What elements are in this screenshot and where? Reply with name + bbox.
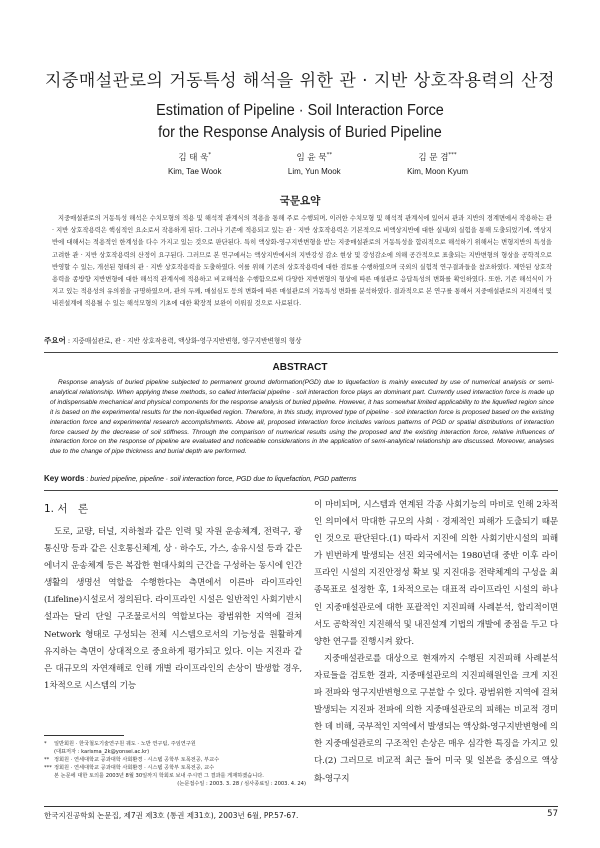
- english-title: [21, 100, 579, 144]
- right-column: [314, 497, 558, 788]
- footnote: [44, 757, 306, 765]
- section-heading: 1. 서 론: [44, 503, 89, 515]
- english-abstract-heading: ABSTRACT: [272, 362, 328, 373]
- footnote-dates: (논문접수일 : 2003. 3. 28 / 심사종료일 : 2003. 4. 24): [177, 780, 306, 787]
- korean-keywords: [44, 335, 564, 346]
- korean-abstract-heading: 국문요약: [279, 195, 321, 207]
- footnote: [44, 749, 306, 757]
- footnote-divider: [44, 735, 124, 736]
- english-title-line1: Estimation of Pipeline · Soil Interaction Force: [156, 102, 444, 119]
- footnote-mark: ***: [44, 764, 52, 771]
- footnote-mark: *: [44, 741, 47, 747]
- right-paragraph-2: 지중매설관로를 대상으로 현재까지 수행된 지진피해 사례분석 자료들을 검토한 결과, 지중매설관로의 지진피해원인을 크게 지진파 전파와 영구지반변형으로 구분할 수 있다. 광범위한 지역에 걸쳐 발생되는 지진파 전파에 의한 지중매설관로의 피해는 비교적 경미한 데 비해, 국부적인 지역에서 발생되는 액상화-영구지반변형에 의한 지중매설관로의 구조적인 손상은 매우 심각한 특징을 가지고 있다.(2) 그러므로 비교적 최근 들어 미국 및 일본을 중심으로 액상화-영구지: [314, 653, 558, 784]
- author-1: [168, 152, 222, 178]
- footnote-mark: [44, 773, 54, 781]
- korean-keywords-label: 주요어: [44, 336, 66, 345]
- page-number: 57: [547, 809, 558, 819]
- footnote-text: 정회원 · 연세대학교 공과대학 사회환경 · 시스템 공학부 토목전공, 교수: [54, 764, 215, 771]
- journal-citation: 한국지진공학회 논문집, 제7권 제3호 (통권 제31호), 2003년 6월, PP.57-67.: [44, 811, 299, 820]
- author-3: [407, 152, 468, 178]
- author-2: [288, 152, 341, 178]
- footnote-text: 일반회원 · 한국철도기술연구원 궤도 · 노반 연구팀, 주임연구원: [54, 741, 196, 747]
- footnote-text: 본 논문에 대한 토의를 2003년 8월 30일까지 학회로 보내 주시면 그 결과를 게재하겠습니다.: [54, 772, 264, 779]
- right-paragraph-1: 이 마비되며, 시스템과 연계된 각종 사회기능의 마비로 인해 2차적인 의미에서 막대한 규모의 사회 · 경제적인 피해가 도출되기 때문인 것으로 판단된다.(1) 따라서 지진에 의한 사회기반시설의 피해가 빈번하게 발생되는 선진 외국에서는 1980년대 중반 이후 라이프라인 시설의 지진안정성 확보 및 지진대응 전략체계의 구성을 최종목표로 설정한 후, 1차적으로는 대표적 라이프라인 시설의 하나인 지중매설관로에 대한 포괄적인 지진피해 사례분석, 합리적이면서도 공학적인 지진해석 및 내진설계 기법의 개발에 중점을 두고 다양한 연구를 진행시켜 왔다.: [314, 500, 558, 647]
- author-2-name-ko: 임 윤 묵: [296, 153, 327, 163]
- footnotes: [44, 741, 306, 788]
- footnote-text: 정회원 · 연세대학교 공과대학 사회환경 · 시스템 공학부 토목전공, 부교수: [54, 756, 220, 763]
- author-3-name-ko: 김 문 겸: [418, 153, 449, 163]
- footnote: [44, 765, 306, 773]
- english-keywords: [44, 474, 564, 483]
- author-2-name-en: Lim, Yun Mook: [287, 167, 341, 176]
- divider-bottom: [44, 490, 558, 491]
- author-1-name-ko: 김 태 욱: [178, 153, 209, 163]
- author-3-mark: ***: [448, 152, 457, 159]
- footnote-text: (대표저자 : karisma_2k@yonsei.ac.kr): [54, 748, 150, 755]
- footnote: [44, 773, 306, 781]
- left-body: [44, 524, 302, 695]
- korean-title: 지중매설관로의 거동특성 해석을 위한 관 · 지반 상호작용력의 산정: [44, 71, 556, 91]
- right-body: [314, 497, 558, 788]
- footer-divider: [44, 806, 558, 807]
- author-3-name-en: Kim, Moon Kyum: [407, 167, 468, 176]
- author-list: [168, 152, 468, 178]
- korean-keywords-text: : 지중매설관로, 관 · 지반 상호작용력, 액상화-영구지반변형, 영구지반변형의 형상: [67, 337, 302, 345]
- author-1-name-en: Kim, Tae Wook: [168, 167, 222, 176]
- left-column: [44, 497, 302, 695]
- left-paragraph: 도로, 교량, 터널, 지하철과 같은 인력 및 자원 운송체계, 전력구, 광통신망 등과 같은 신호통신체계, 상 · 하수도, 가스, 송유시설 등과 같은 에너지 운송체계 등은 복잡한 현대사회의 근간을 구성하는 동시에 인간생활의 생명선 역할을 수행한다는 측면에서 이른바 라이프라인(Lifeline)시설로서 정의된다. 라이프라인 시설은 일반적인 사회기반시설과는 달리 단일 구조물로서의 역할보다는 광범위한 지역에 걸쳐 Network 형태로 구성되는 전체 시스템으로서의 기능성을 원활하게 유지하는 측면이 상대적으로 중요하게 평가되고 있다. 이는 지진과 같은 대규모의 자연재해로 인해 개별 라이프라인의 손상이 발생할 경우, 1차적으로 시스템의 기능: [44, 527, 302, 691]
- korean-abstract: 지중매설관로의 거동특성 해석은 수치모형의 적용 및 해석적 관계식의 적용을 통해 주로 수행되며, 이러한 수치모형 및 해석적 관계식에 있어서 관과 지반의 경계면에서 작용하는 관 · 지반 상호작용력은 핵심적인 요소로서 작용하게 된다. 그러나 기존에 적용되고 있는 관 · 지반 상호작용력은 기본적으로 비액상지반에 대한 실내/외 실험을 통해 도출되었기에, 액상지반에 대해서는 적용적인 한계성을 다수 가지고 있는 것으로 판단된다. 특히 액상화-영구지반변형을 받는 지중매설관로의 거동특성을 합리적으로 해석하기 위해서는 변형지반의 특성을 고려한 관 · 지반 상호작용력의 산정이 요구된다. 그러므로 본 연구에서는 액상지반에서의 지반강성 감소 현상 및 강성감소에 의해 공간적으로 표출되는 지반변형의 형상을 공학적으로 반영할 수 있는, 개선된 형태의 관 · 지반 상호작용력을 도출하였다. 이를 위해 기존의 상호작용력에 대한 검토를 수행하였으며 국외의 실험적 연구결과들을 참조하였다. 제안된 상호작용력을 종방향 지반변형에 대한 해석적 관계식에 적용하고 비교해석을 수행함으로써 다양한 지반변형의 형상에 따른 매설관로 응답특성의 변화를 확인하였다. 또한, 기존 해석식이 가지고 있는 적용성의 유의점을 규명하였으며, 관의 두께, 매설심도 등의 변화에 따른 매설관로의 거동특성 변화를 분석하였다. 결과적으로 본 연구를 통해서 지중매설관로의 지진해석 및 내진설계에 적용될 수 있는 해석모형의 기초에 대한 확장적 보완이 이뤄질 것으로 사료된다.: [52, 215, 552, 308]
- english-title-line2: for the Response Analysis of Buried Pipeline: [158, 124, 442, 141]
- english-abstract: Response analysis of buried pipeline subjected to permanent ground deformation(PGD) due to liquefaction is mainly executed by use of numerical analysis or semi-analytical relationship. When applying these methods, so called interfacial pipeline · soil interaction force plays an dominant part. Currently used interaction force is made up of indispensable mechanical and physical components for the response analysis of buried pipeline. However, it has somewhat limited applicability to the liquefied region since it is based on the experimental results for the non-liquefied region. Therefore, in this study, improved type of pipeline · soil interaction force is proposed based on the existing interaction force and experimental research accomplishments. Above all, proposed interaction force includes various patterns of PGD or spatial distributions of interaction force caused by the decrease of soil stiffness. Through the comparison of numerical results using the proposed and the existing interaction force, relative influences of interaction force on the response of pipeline are evaluated and noticeable considerations in the application of semi-analytical relationship are discussed. Moreover, analyses due to the change of pipe thickness and burial depth are performed.: [50, 379, 554, 456]
- footnote: [44, 741, 306, 749]
- divider-top: [44, 352, 558, 353]
- english-keywords-label: Key words: [44, 474, 85, 483]
- author-2-mark: **: [326, 152, 333, 159]
- english-keywords-text: : buried pipeline, pipeline · soil interaction force, PGD due to liquefaction, PGD patterns: [86, 476, 357, 483]
- author-1-mark: *: [208, 152, 212, 159]
- footnote-mark: **: [44, 756, 50, 763]
- footnote-mark: [44, 749, 54, 757]
